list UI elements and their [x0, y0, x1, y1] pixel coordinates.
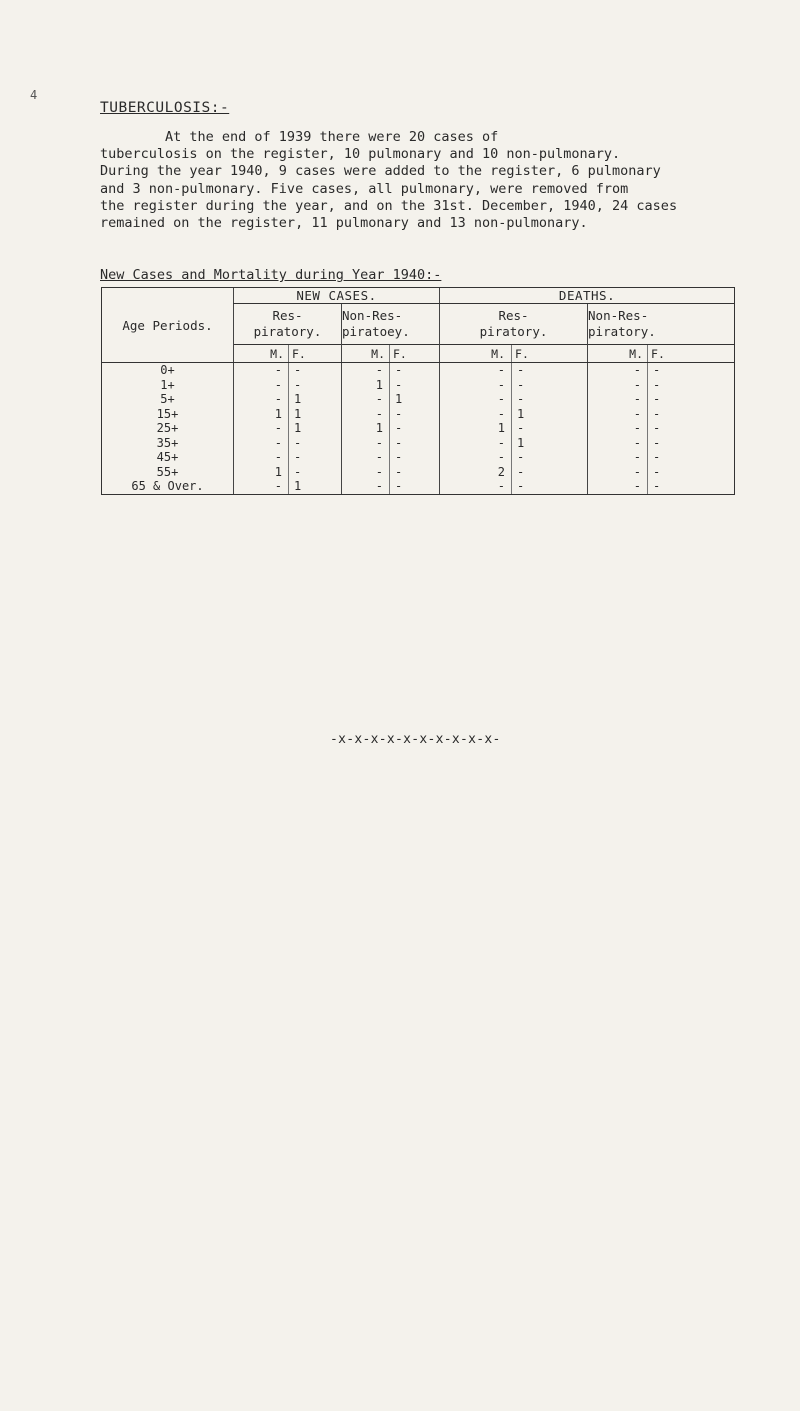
table-cell: -	[342, 450, 390, 465]
table-cell: 1	[390, 392, 440, 407]
subgroup-line: Non-Res-	[588, 308, 649, 323]
table-cell: -	[234, 479, 289, 494]
sex-label: F.	[512, 345, 588, 363]
table-cell: 1	[234, 465, 289, 480]
table-cell: -	[234, 421, 289, 436]
table-cell: 1	[512, 436, 588, 451]
table-cell: -	[234, 450, 289, 465]
paragraph-line: During the year 1940, 9 cases were added to the register, 6 pulmonary	[100, 163, 661, 180]
table-cell: -	[289, 363, 342, 378]
age-period-cell: 0+	[102, 363, 234, 378]
subgroup-header	[342, 304, 440, 345]
table-cell: -	[390, 363, 440, 378]
table-cell: -	[648, 421, 735, 436]
table-cell: -	[342, 465, 390, 480]
table-cell: -	[342, 363, 390, 378]
age-period-cell: 5+	[102, 392, 234, 407]
table-cell: 2	[440, 465, 512, 480]
table-cell: 1	[234, 407, 289, 422]
table-cell: -	[648, 479, 735, 494]
table-cell: -	[390, 407, 440, 422]
subgroup-line: piratory.	[479, 324, 548, 339]
new-cases-header: NEW CASES.	[234, 288, 440, 304]
table-cell: -	[588, 407, 648, 422]
table-row	[102, 392, 735, 407]
subgroup-line: Non-Res-	[342, 308, 403, 323]
table-cell: -	[588, 450, 648, 465]
subgroup-header	[234, 304, 342, 345]
table-cell: -	[648, 392, 735, 407]
page-number: 4	[30, 88, 38, 102]
table-cell: -	[512, 378, 588, 393]
age-period-cell: 45+	[102, 450, 234, 465]
table-cell: -	[588, 479, 648, 494]
table-row	[102, 363, 735, 378]
table-cell: -	[648, 378, 735, 393]
sex-label: M.	[588, 345, 648, 363]
age-period-cell: 25+	[102, 421, 234, 436]
table-cell: -	[390, 421, 440, 436]
table-cell: 1	[512, 407, 588, 422]
paragraph-line: and 3 non-pulmonary. Five cases, all pulmonary, were removed from	[100, 180, 629, 197]
mortality-table	[101, 287, 735, 495]
age-period-cell: 1+	[102, 378, 234, 393]
table-cell: -	[342, 407, 390, 422]
table-cell: 1	[289, 479, 342, 494]
age-period-cell: 55+	[102, 465, 234, 480]
sex-label: F.	[390, 345, 440, 363]
table-cell: -	[648, 465, 735, 480]
subgroup-header	[440, 304, 588, 345]
table-cell: 1	[342, 378, 390, 393]
table-cell: -	[512, 421, 588, 436]
table-row	[102, 436, 735, 451]
table-cell: -	[289, 378, 342, 393]
table-cell: -	[648, 407, 735, 422]
table-cell: -	[234, 392, 289, 407]
table-cell: -	[390, 479, 440, 494]
sex-label: F.	[289, 345, 342, 363]
age-period-cell: 15+	[102, 407, 234, 422]
table-cell: 1	[289, 421, 342, 436]
intro-paragraph	[100, 129, 780, 232]
table-cell: 1	[289, 407, 342, 422]
table-cell: 1	[440, 421, 512, 436]
sex-label: F.	[648, 345, 735, 363]
table-row	[102, 479, 735, 494]
subgroup-line: piratory.	[253, 324, 322, 339]
age-period-cell: 65 & Over.	[102, 479, 234, 494]
table-cell: -	[234, 363, 289, 378]
table-cell: -	[289, 436, 342, 451]
table-cell: -	[512, 450, 588, 465]
table-cell: -	[588, 363, 648, 378]
subgroup-line: Res-	[498, 308, 529, 323]
table-cell: -	[440, 378, 512, 393]
age-periods-header: Age Periods.	[102, 288, 234, 345]
sex-label: M.	[234, 345, 289, 363]
table-cell: -	[342, 392, 390, 407]
table-cell: -	[289, 465, 342, 480]
sex-label: M.	[342, 345, 390, 363]
table-cell: -	[440, 436, 512, 451]
table-row	[102, 421, 735, 436]
table-title: New Cases and Mortality during Year 1940:-	[100, 267, 442, 283]
table-cell: 1	[342, 421, 390, 436]
paragraph-line: the register during the year, and on the 31st. December, 1940, 24 cases	[100, 197, 678, 214]
section-heading: TUBERCULOSIS:-	[100, 100, 230, 116]
subgroup-line: piratoey.	[342, 324, 410, 339]
paragraph-line: At the end of 1939 there were 20 cases of	[100, 129, 499, 145]
deaths-header: DEATHS.	[440, 288, 735, 304]
table-cell: -	[588, 378, 648, 393]
age-period-cell: 35+	[102, 436, 234, 451]
table-row	[102, 407, 735, 422]
sex-label: M.	[440, 345, 512, 363]
table-cell: -	[234, 378, 289, 393]
table-cell: -	[512, 363, 588, 378]
table-cell: -	[440, 407, 512, 422]
table-cell: -	[440, 450, 512, 465]
table-cell: -	[588, 436, 648, 451]
table-cell: -	[512, 479, 588, 494]
table-cell: -	[440, 363, 512, 378]
section-separator: -x-x-x-x-x-x-x-x-x-x-	[330, 732, 501, 747]
subgroup-line: Res-	[272, 308, 303, 323]
table-row	[102, 465, 735, 480]
table-cell: -	[342, 436, 390, 451]
table-cell: -	[289, 450, 342, 465]
subgroup-header	[588, 304, 735, 345]
table-cell: -	[342, 479, 390, 494]
table-cell: -	[234, 436, 289, 451]
subgroup-line: piratory.	[588, 324, 656, 339]
table-cell: -	[440, 479, 512, 494]
table-cell: -	[512, 465, 588, 480]
age-header-spacer	[102, 345, 234, 363]
table-row	[102, 450, 735, 465]
table-cell: -	[390, 465, 440, 480]
table-cell: -	[648, 436, 735, 451]
table-cell: -	[440, 392, 512, 407]
table-cell: -	[512, 392, 588, 407]
table-row	[102, 378, 735, 393]
paragraph-line: tuberculosis on the register, 10 pulmonary and 10 non-pulmonary.	[100, 146, 621, 163]
paragraph-line: remained on the register, 11 pulmonary and 13 non-pulmonary.	[100, 215, 588, 232]
table-body	[102, 363, 735, 495]
table-cell: -	[390, 436, 440, 451]
table-cell: -	[588, 465, 648, 480]
table-cell: -	[588, 392, 648, 407]
table-cell: -	[648, 363, 735, 378]
table-cell: -	[588, 421, 648, 436]
table-cell: -	[648, 450, 735, 465]
table-cell: 1	[289, 392, 342, 407]
table-cell: -	[390, 378, 440, 393]
table-cell: -	[390, 450, 440, 465]
